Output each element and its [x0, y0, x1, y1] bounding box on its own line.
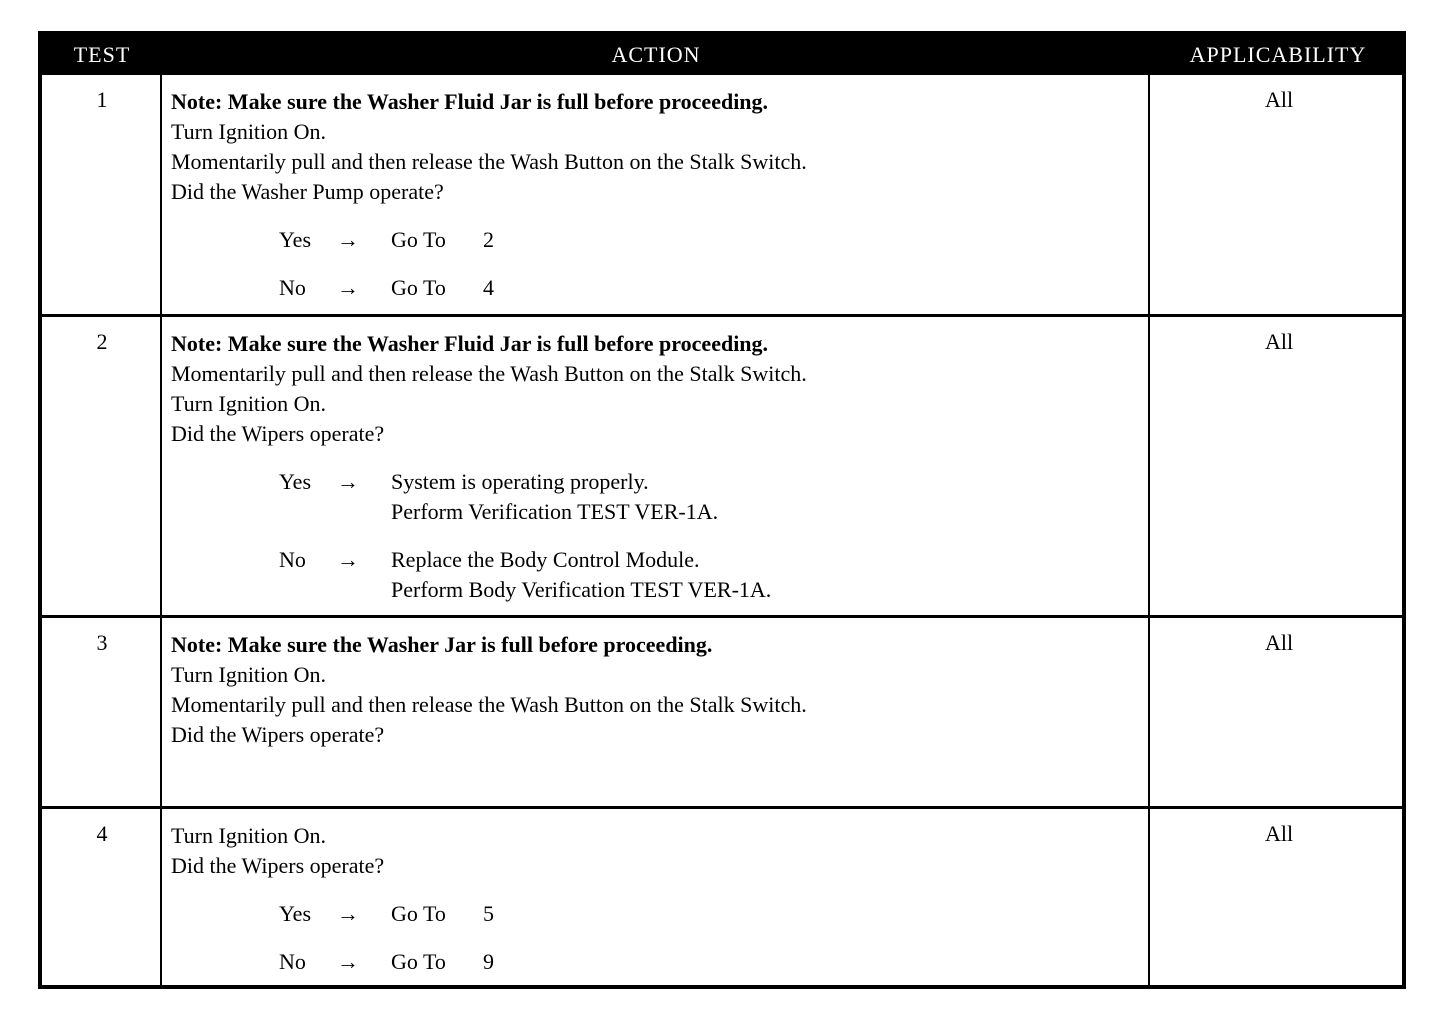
- test-number: 3: [96, 630, 108, 655]
- no-branch: [279, 947, 1146, 977]
- action-line: Turn Ignition On.: [171, 662, 327, 687]
- action-cell: [171, 630, 1146, 750]
- answer-label: Yes: [279, 469, 312, 494]
- action-line: Turn Ignition On.: [171, 823, 327, 848]
- header-applicability: APPLICABILITY: [1189, 42, 1367, 67]
- header-test: TEST: [73, 42, 131, 67]
- goto-label: Go To: [391, 275, 446, 300]
- action-cell: [171, 87, 1146, 303]
- goto-label: Go To: [391, 227, 446, 252]
- goto-target: 4: [483, 275, 494, 300]
- table-row: [42, 806, 1402, 989]
- yes-branch: [279, 899, 1146, 929]
- arrow-icon: →: [337, 547, 359, 572]
- answer-label: Yes: [279, 227, 312, 252]
- result-text: Perform Verification TEST VER-1A.: [391, 499, 719, 524]
- result-text: System is operating properly.: [391, 469, 649, 494]
- action-line: Did the Wipers operate?: [171, 421, 385, 446]
- test-number: 2: [96, 329, 108, 354]
- action-line: Momentarily pull and then release the Wash Button on the Stalk Switch.: [171, 149, 807, 174]
- note-text: Note: Make sure the Washer Fluid Jar is full before proceeding.: [171, 331, 769, 356]
- no-branch: [279, 545, 1146, 605]
- no-branch: [279, 273, 1146, 303]
- applicability-value: All: [1264, 329, 1294, 354]
- arrow-icon: →: [337, 949, 359, 974]
- answer-label: Yes: [279, 901, 312, 926]
- action-cell: [171, 329, 1146, 605]
- arrow-icon: →: [337, 901, 359, 926]
- applicability-value: All: [1264, 87, 1294, 112]
- diagnostic-test-table: [38, 31, 1406, 989]
- action-line: Momentarily pull and then release the Wash Button on the Stalk Switch.: [171, 361, 807, 386]
- result-text: Replace the Body Control Module.: [391, 547, 700, 572]
- table-header: [42, 35, 1402, 75]
- arrow-icon: →: [337, 275, 359, 300]
- goto-label: Go To: [391, 949, 446, 974]
- arrow-icon: →: [337, 227, 359, 252]
- action-line: Did the Washer Pump operate?: [171, 179, 444, 204]
- answer-label: No: [279, 547, 306, 572]
- action-line: Turn Ignition On.: [171, 119, 327, 144]
- goto-target: 5: [483, 901, 494, 926]
- header-action: ACTION: [611, 42, 701, 67]
- goto-target: 9: [483, 949, 494, 974]
- table-row: [42, 615, 1402, 806]
- applicability-value: All: [1264, 821, 1294, 846]
- note-text: Note: Make sure the Washer Jar is full before proceeding.: [171, 632, 713, 657]
- applicability-value: All: [1264, 630, 1294, 655]
- yes-branch: [279, 467, 1146, 527]
- test-number: 1: [96, 87, 108, 112]
- action-line: Did the Wipers operate?: [171, 722, 385, 747]
- note-text: Note: Make sure the Washer Fluid Jar is full before proceeding.: [171, 89, 769, 114]
- answer-label: No: [279, 275, 306, 300]
- goto-target: 2: [483, 227, 494, 252]
- answer-label: No: [279, 949, 306, 974]
- action-cell: [171, 821, 1146, 977]
- arrow-icon: →: [337, 469, 359, 494]
- action-line: Momentarily pull and then release the Wash Button on the Stalk Switch.: [171, 692, 807, 717]
- goto-label: Go To: [391, 901, 446, 926]
- test-number: 4: [96, 821, 108, 846]
- yes-branch: [279, 225, 1146, 255]
- result-text: Perform Body Verification TEST VER-1A.: [391, 577, 772, 602]
- action-line: Turn Ignition On.: [171, 391, 327, 416]
- table-row: [42, 75, 1402, 314]
- table-row: [42, 314, 1402, 615]
- action-line: Did the Wipers operate?: [171, 853, 385, 878]
